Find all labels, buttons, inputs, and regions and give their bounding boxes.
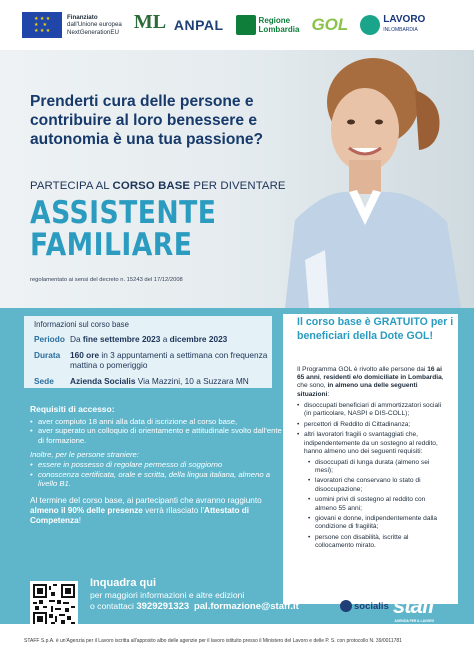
sede-bold: Azienda Socialis (70, 375, 136, 386)
hero-headline: Prenderti cura delle persone e contribuire al loro benessere e autonomia è una tua passione? (30, 93, 264, 148)
info-row-durata (24, 350, 272, 371)
durata-value (70, 350, 272, 371)
phone-number[interactable]: 3929291323 (136, 601, 190, 612)
periodo-value (70, 334, 272, 345)
ministry-logo: ML (133, 11, 167, 33)
sede-label: Sede (34, 375, 54, 386)
gol-sub-item: • giovani e donne, indipendentemente dalla condizione di fragilità; (297, 515, 447, 531)
qr-code-icon (33, 584, 75, 626)
durata-rest: in 3 appuntamenti a settimana con frequenza mattina o pomeriggio (70, 349, 268, 370)
certificate-mid: verrà rilasciato l' (142, 505, 205, 515)
requirement-item: • aver compiuto 18 anni alla data di iscrizione al corso base, (30, 417, 285, 427)
gol-eligibility-box (283, 314, 458, 604)
requirement-item: • aver superato un colloquio di orientamento e attitudinale svolto dall'ente di formazione. (30, 426, 285, 445)
hero-section (0, 50, 474, 308)
lombardia-line1: Regione (258, 16, 291, 25)
gol-sub-item: • persone con disabilità, iscritte al collocamento mirato. (297, 534, 447, 550)
foreigner-requirement-item: • conoscenza certificata, orale e scritta, della lingua italiana, almeno a livello B1. (30, 470, 285, 489)
lombardia-logo (236, 15, 300, 35)
requirements-section (30, 405, 285, 526)
lavoro-mark-icon (360, 15, 380, 35)
gol-list (297, 402, 447, 551)
gol-intro-end: : (327, 390, 330, 398)
durata-bold: 160 ore (70, 349, 100, 360)
gol-intro (297, 366, 447, 399)
info-header: Informazioni sul corso base (34, 320, 129, 329)
footer (0, 624, 474, 670)
staff-logo (393, 593, 434, 623)
partecipa-pre: PARTECIPA AL (30, 180, 113, 192)
lavoro-lombardia-logo (360, 15, 425, 35)
eu-flag-icon (22, 12, 62, 38)
periodo-pre: Da (70, 334, 83, 344)
contact-pre: o contattaci (90, 601, 137, 611)
info-row-periodo (24, 334, 272, 345)
gol-intro-bold: in almeno una delle seguenti situazioni (297, 382, 418, 398)
eu-title: Finanziato (67, 13, 98, 21)
gol-intro-res: residenti e/o domiciliate in Lombardia (323, 374, 442, 382)
foreigners-intro: Inoltre, per le persone straniere: (30, 450, 139, 460)
course-title-line1: ASSISTENTE (30, 195, 217, 231)
gol-intro-age: 16 ai 65 anni (297, 366, 442, 382)
lombardia-mark-icon (236, 15, 256, 35)
periodo-label: Periodo (34, 334, 65, 344)
caregiver-photo (265, 50, 474, 308)
staff-tagline: AGENZIA PER IL LAVORO (394, 619, 435, 623)
gol-sub-item: • lavoratori che conservano lo stato di disoccupazione; (297, 477, 447, 493)
gol-logo (311, 15, 348, 35)
course-title-line2: FAMILIARE (30, 227, 193, 263)
periodo-end: dicembre 2023 (169, 334, 228, 344)
socialis-mark-icon (340, 600, 352, 612)
course-info-box (24, 316, 272, 388)
logo-strip (0, 0, 474, 50)
gol-sub-item: • disoccupati di lunga durata (almeno sei mesi); (297, 459, 447, 475)
certificate-attendance: almeno il 90% delle presenze (30, 505, 143, 515)
lavoro-line2: INLOMBARDIA (383, 27, 418, 33)
partecipa-line (30, 180, 286, 192)
gol-list-item: • percettori di Reddito di Cittadinanza; (297, 421, 447, 429)
gol-intro-post: , che sono, (297, 374, 444, 390)
requirements-title: Requisiti di accesso: (30, 404, 115, 414)
gol-box-title: Il corso base è GRATUITO per i beneficiari della Dote GOL! (297, 316, 454, 342)
contact-line2: per maggiori informazioni e altre edizioni (90, 590, 245, 600)
eu-line3: NextGenerationEU (67, 28, 119, 36)
qr-code[interactable] (30, 581, 78, 629)
socialis-logo (340, 600, 389, 612)
durata-label: Durata (34, 349, 61, 360)
contact-title: Inquadra qui (90, 577, 156, 589)
gol-intro-mid: , (319, 374, 324, 382)
partecipa-bold: CORSO BASE (112, 180, 191, 192)
gol-box-body (297, 366, 447, 553)
gol-list-item: • altri lavoratori fragili o svantaggiati che, indipendentemente da un sostegno al reddito, hanno almeno uno dei seguenti requisiti: (297, 431, 447, 456)
certificate-pre: Al termine del corso base, ai partecipanti che avranno raggiunto (30, 495, 262, 505)
eu-line2: dall'Unione europea (67, 21, 122, 29)
socialis-text: socialis (354, 600, 389, 612)
certificate-post: ! (78, 515, 81, 525)
contact-line3 (90, 601, 299, 612)
gol-sub-item: • uomini privi di sostegno al reddito con almeno 55 anni; (297, 496, 447, 512)
sede-value (70, 376, 272, 387)
periodo-mid: a (160, 334, 170, 344)
lavoro-line1: LAVORO (383, 14, 426, 25)
lombardia-line2: Lombardia (258, 25, 300, 34)
anpal-logo (174, 17, 224, 33)
contact-block (90, 578, 299, 612)
staff-text: staff (393, 593, 435, 618)
eu-logo (22, 12, 122, 38)
certificate-name: Attestato di Competenza (30, 505, 250, 525)
sede-rest: Via Mazzini, 10 a Suzzara MN (135, 375, 249, 386)
course-title (30, 197, 216, 261)
gol-intro-pre: Il Programma GOL è rivolto alle persone dai (297, 366, 428, 373)
partecipa-post: PER DIVENTARE (190, 180, 286, 192)
periodo-start: fine settembre 2023 (82, 334, 161, 344)
foreigner-requirement-item: • essere in possesso di regolare permesso di soggiorno (30, 460, 285, 470)
regulation-note: regolamentato ai sensi del decreto n. 15243 del 17/12/2008 (30, 277, 183, 283)
certificate-note (30, 496, 285, 526)
anpal-text: ANPAL (173, 17, 224, 33)
email-link[interactable]: pal.formazione@staff.it (193, 601, 299, 612)
info-row-sede (24, 376, 272, 387)
gol-list-item: • disoccupati beneficiari di ammortizzatori sociali (in particolare, NASPI e DIS-COLL); (297, 402, 447, 418)
footer-legal-text: STAFF S.p.A. è un'Agenzia per il Lavoro iscritta all'apposito albo delle agenzie per il lavoro istituito presso il Ministero del Lavoro e delle P. S. con protocollo N. 39/0011781 (24, 638, 402, 644)
gol-text: GOL (311, 15, 349, 34)
